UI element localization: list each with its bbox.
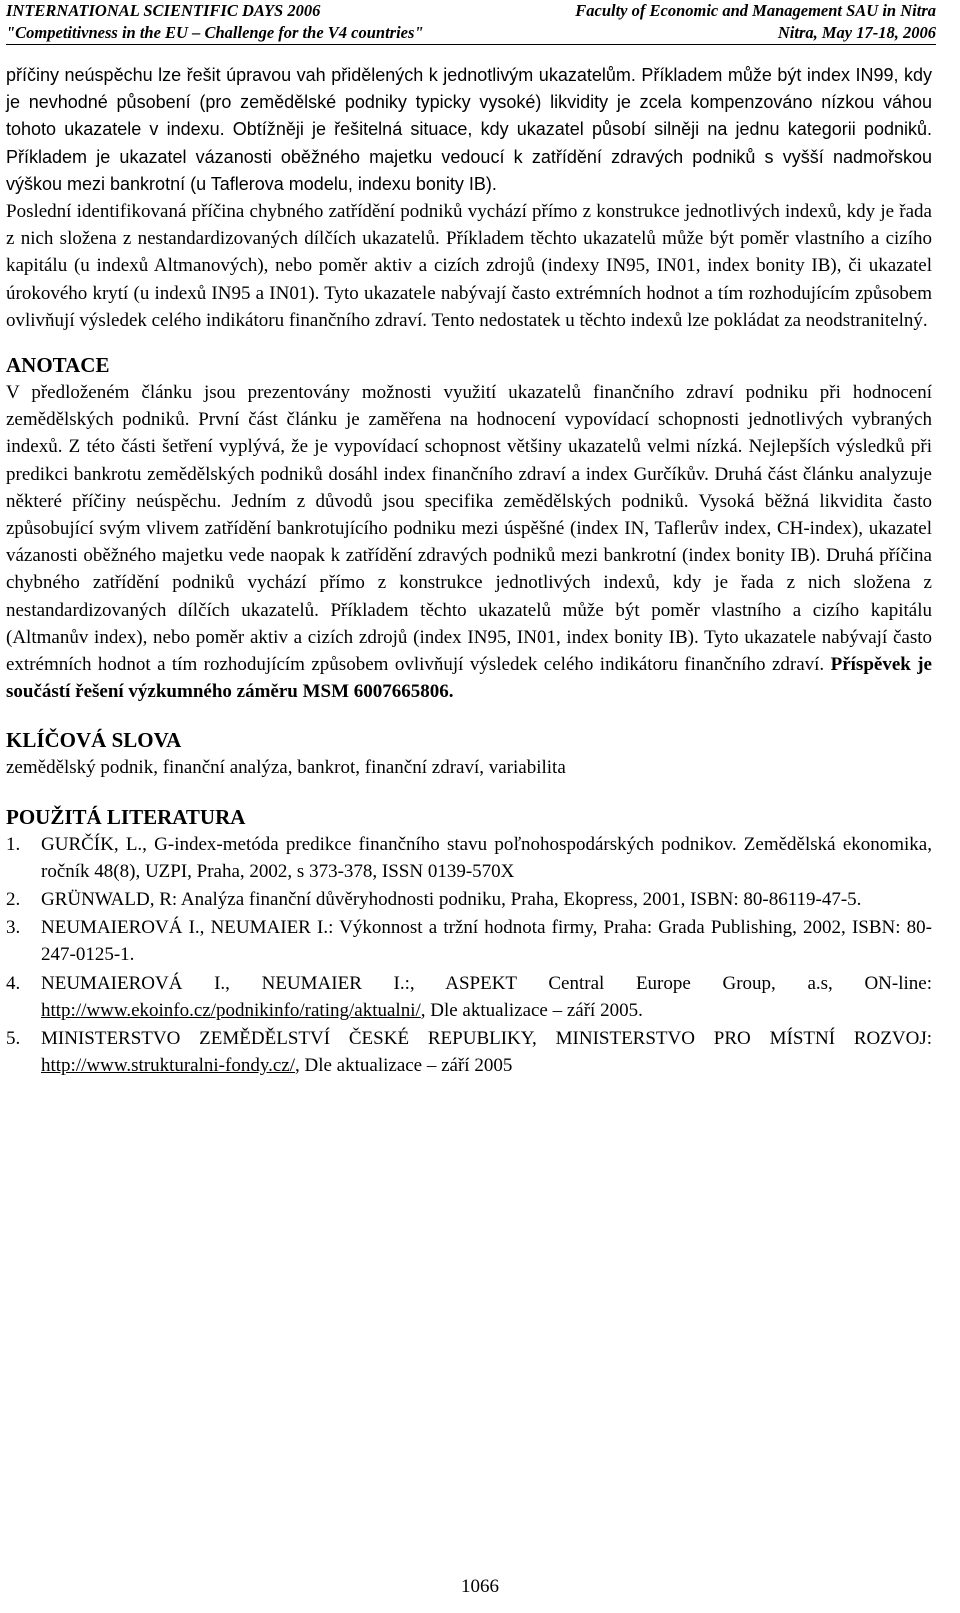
- reference-text: NEUMAIEROVÁ I., NEUMAIER I.: Výkonnost a tržní hodnota firmy, Praha: Grada Publishing, 2002, ISBN: 80-247-0125-1.: [41, 917, 932, 966]
- conference-date: Nitra, May 17-18, 2006: [777, 23, 936, 42]
- keywords-heading: KLÍČOVÁ SLOVA: [6, 728, 182, 753]
- conference-title: INTERNATIONAL SCIENTIFIC DAYS 2006: [6, 1, 321, 20]
- reference-text: GRÜNWALD, R: Analýza finanční důvěryhodnosti podniku, Praha, Ekopress, 2001, ISBN: 80-86119-47-5.: [41, 889, 862, 911]
- reference-link-strukturalni-fondy[interactable]: http://www.strukturalni-fondy.cz/: [41, 1055, 295, 1077]
- page-number: 1066: [461, 1576, 499, 1597]
- reference-text: NEUMAIEROVÁ I., NEUMAIER I.:, ASPEKT Central Europe Group, a.s, ON-line:: [41, 972, 932, 994]
- reference-item: [6, 831, 932, 885]
- running-header: [6, 0, 936, 45]
- reference-text-suffix: , Dle aktualizace – září 2005.: [420, 999, 643, 1021]
- reference-item: [6, 886, 932, 913]
- reference-link-ekoinfo[interactable]: http://www.ekoinfo.cz/podnikinfo/rating/aktualni/: [41, 999, 421, 1021]
- paragraph-1: příčiny neúspěchu lze řešit úpravou vah přidělených k jednotlivým ukazatelům. Příkladem může být index IN99, kdy je nevhodné působení (pro zemědělské podniky typicky vysoké) likvidity je zcela kompenzováno nízkou váhou tohoto ukazatele v indexu. Obtížněji je řešitelná situace, kdy ukazatel působí silněji na jednu kategorii podniků. Příkladem je ukazatel vázanosti oběžného majetku vedoucí k zatřídění zdravých podniků s vyšší nadmořskou výškou mezi bankrotní (u Taflerova modelu, indexu bonity IB).: [6, 65, 932, 194]
- reference-item: [6, 1025, 932, 1079]
- anotace-paragraph: [6, 379, 932, 705]
- reference-number: 1.: [6, 833, 21, 855]
- conference-subtitle: "Competitivness in the EU – Challenge for the V4 countries": [6, 23, 424, 42]
- reference-list: [6, 831, 932, 1080]
- funding-note: Příspěvek je součástí řešení výzkumného záměru MSM 6007665806.: [6, 654, 932, 703]
- reference-number: 4.: [6, 972, 21, 994]
- anotace-text: V předloženém článku jsou prezentovány možnosti využití ukazatelů finančního zdraví podniku při hodnocení zemědělských podniků. První část článku je zaměřena na hodnocení vypovídací schopnosti jednotlivých vybraných indexů. Z této části šetření vyplývá, že je vypovídací schopnost většiny ukazatelů velmi nízká. Nejlepších výsledků při predikci bankrotu zemědělských podniků dosáhl index finančního zdraví a index Gurčíkův. Druhá část článku analyzuje některé příčiny neúspěchu. Jedním z důvodů jsou specifika zemědělských podniků. Vysoká běžná likvidita často způsobující svým vlivem zatřídění bankrotujícího podniku mezi úspěšné (index IN, Taflerův index, CH-index), ukazatel vázanosti oběžného majetku vede naopak k zatřídění zdravých podniků mezi bankrotní (index bonity IB). Druhá příčina chybného zatřídění podniků vychází přímo z konstrukce jednotlivých indexů, kdy je řada z nich složena z nestandardizovaných dílčích ukazatelů. Příkladem těchto ukazatelů může být poměr vlastního a cizího kapitálu (Altmanův index), nebo poměr aktiv a cizích zdrojů (index IN95, IN01, index bonity IB). Tyto ukazatele nabývají často extrémních hodnot a tím rozhodujícím způsobem ovlivňují výsledek celého indikátoru finančního zdraví.: [6, 382, 932, 676]
- reference-text-suffix: , Dle aktualizace – září 2005: [295, 1055, 513, 1077]
- paragraph-2: Poslední identifikovaná příčina chybného zatřídění podniků vychází přímo z konstrukce jednotlivých indexů, kdy je řada z nich složena z nestandardizovaných dílčích ukazatelů. Příkladem těchto ukazatelů může být poměr vlastního a cizího kapitálu (u indexů Altmanových), nebo poměr aktiv a cizích zdrojů (indexy IN95, IN01, index bonity IB), či ukazatel úrokového krytí (u indexů IN95 a IN01). Tyto ukazatele nabývají často extrémních hodnot a tím rozhodujícím způsobem ovlivňují výsledek celého indikátoru finančního zdraví. Tento nedostatek u těchto indexů lze pokládat za neodstranitelný.: [6, 201, 932, 331]
- literature-heading: POUŽITÁ LITERATURA: [6, 804, 246, 829]
- keywords-text: zemědělský podnik, finanční analýza, bankrot, finanční zdraví, variabilita: [6, 757, 566, 779]
- anotace-heading: ANOTACE: [6, 353, 110, 378]
- reference-text: GURČÍK, L., G-index-metóda predikce finančního stavu poľnohospodárských podnikov. Zemědělská ekonomika, ročník 48(8), UZPI, Praha, 2002, s 373-378, ISSN 0139-570X: [41, 833, 932, 882]
- reference-number: 3.: [6, 917, 21, 939]
- reference-item: [6, 970, 932, 1024]
- reference-item: [6, 914, 932, 968]
- reference-number: 5.: [6, 1028, 21, 1050]
- article-body: [6, 62, 932, 1081]
- reference-number: 2.: [6, 889, 21, 911]
- faculty-name: Faculty of Economic and Management SAU in Nitra: [575, 1, 936, 20]
- reference-text: MINISTERSTVO ZEMĚDĚLSTVÍ ČESKÉ REPUBLIKY, MINISTERSTVO PRO MÍSTNÍ ROZVOJ:: [41, 1028, 932, 1050]
